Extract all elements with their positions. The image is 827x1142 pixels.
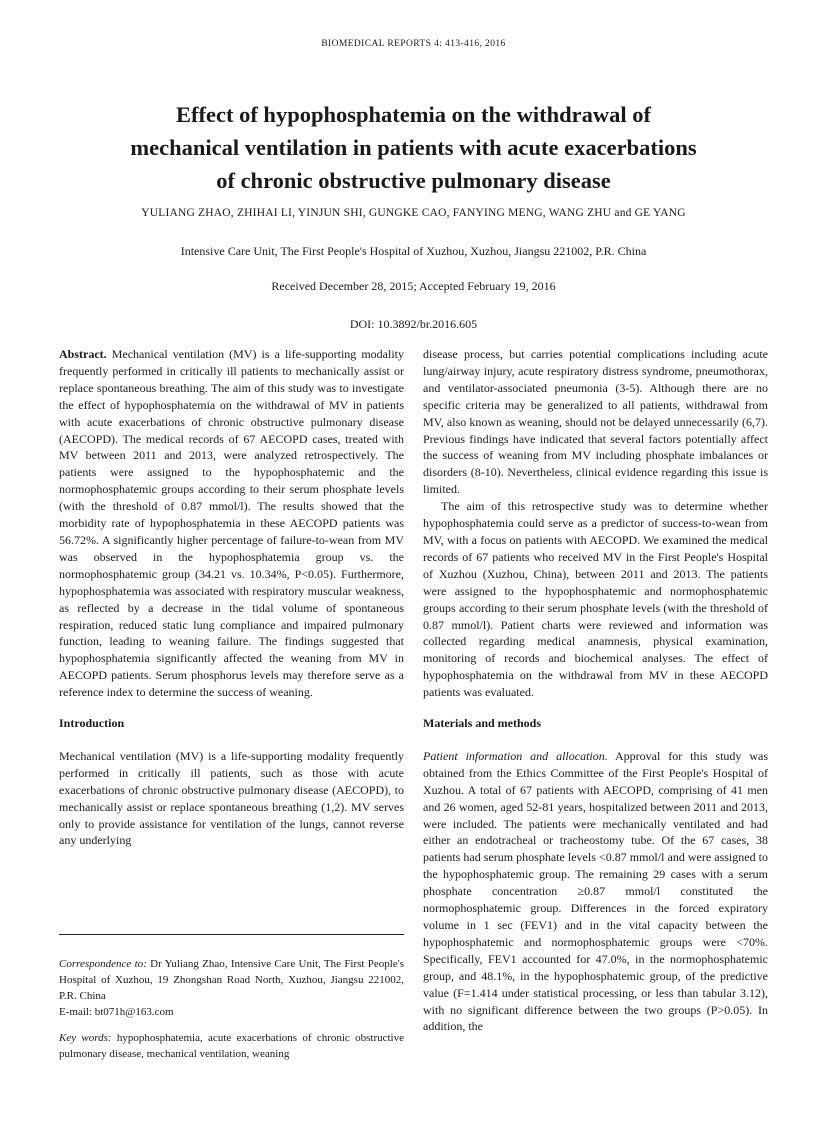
journal-header: BIOMEDICAL REPORTS 4: 413-416, 2016 bbox=[321, 39, 506, 49]
introduction-heading: Introduction bbox=[59, 716, 125, 731]
author-list: YULIANG ZHAO, ZHIHAI LI, YINJUN SHI, GUNGKE CAO, FANYING MENG, WANG ZHU and GE YANG bbox=[141, 207, 686, 219]
title-line-3: of chronic obstructive pulmonary disease bbox=[216, 168, 611, 193]
methods-heading: Materials and methods bbox=[423, 716, 541, 731]
affiliation: Intensive Care Unit, The First People's Hospital of Xuzhou, Xuzhou, Jiangsu 221002, P.R. China bbox=[180, 244, 647, 258]
keywords-label: Key words: bbox=[59, 1032, 112, 1044]
patient-info-para bbox=[423, 748, 768, 1035]
introduction-para-2: The aim of this retrospective study was to determine whether hypophosphatemia could serve as a predictor of success-to-wean from MV, with a focus on patients with AECOPD. We examined the medical records of 67 patients who received MV in the First People's Hospital of Xuzhou (Xuzhou, China), between 2011 and 2013. The patients were assigned to the hypophosphatemic and normophosphatemic groups according to their serum phosphate levels (with the threshold of 0.87 mmol/l). Patient charts were reviewed and information was collected regarding medical anamnesis, physical examination, monitoring of records and biochemical analyses. The effect of hypophosphatemia on the withdrawal from MV in these AECOPD patients was evaluated. bbox=[423, 499, 768, 700]
doi: DOI: 10.3892/br.2016.605 bbox=[349, 317, 478, 331]
keywords-text: hypophosphatemia, acute exacerbations of chronic obstructive pulmonary disease, mechanical ventilation, weaning bbox=[59, 1032, 404, 1060]
footnote-divider bbox=[59, 934, 404, 935]
right-column bbox=[423, 346, 768, 1035]
received-dates: Received December 28, 2015; Accepted February 19, 2016 bbox=[271, 279, 556, 293]
keywords-footnote bbox=[59, 1030, 404, 1062]
abstract-text: Mechanical ventilation (MV) is a life-supporting modality frequently performed in critically ill patients to mechanically assist or replace spontaneous breathing. The aim of this study was to investigate the effect of hypophosphatemia on the withdrawal of MV in patients with acute exacerbations of chronic obstructive pulmonary disease (AECOPD). The medical records of 67 AECOPD cases, treated with MV between 2011 and 2013, were analyzed retrospectively. The patients were assigned to the hypophosphatemic and the normophosphatemic groups according to their serum phosphate levels (with the threshold of 0.87 mmol/l). The results showed that the morbidity rate of hypophosphatemia in these AECOPD patients was 56.72%. A significantly higher percentage of failure-to-wean from MV was observed in the hypophosphatemia group vs. the normophosphatemic group (34.21 vs. 10.34%, P<0.05). Furthermore, hypophosphatemia was associated with respiratory muscular weakness, as reflected by a decrease in the tidal volume of spontaneous respiration, reduced static lung compliance and impaired pulmonary function, leading to weaning failure. The findings suggested that hypophosphatemia significantly affected the weaning from MV in AECOPD patients. Serum phosphorus levels may therefore serve as a reference index to determine the success of weaning. bbox=[59, 347, 404, 700]
correspondence-label: Correspondence to: bbox=[59, 958, 147, 970]
introduction-para-1-continued: disease process, but carries potential complications including acute lung/airway injury, acute respiratory distress syndrome, pneumothorax, and ventilator-associated pneumonia (3-5). Although there are no specific criteria may be generalized to all patients, withdrawal from MV, also known as weaning, should not be delayed unnecessarily (6,7). Previous findings have indicated that several factors potentially affect the success of weaning from MV including phosphate imbalances or disorders (8-10). Nevertheless, clinical evidence regarding this issue is limited. bbox=[423, 347, 768, 497]
patient-info-text: Approval for this study was obtained from the Ethics Committee of the First People's Hospital of Xuzhou. A total of 67 patients with AECOPD, comprising of 41 men and 26 women, aged 52-81 years, hospitalized between 2011 and 2013, were included. The patients were mechanically ventilated and had either an endotracheal or tracheostomy tube. Of the 67 cases, 38 patients had serum phosphate levels <0.87 mmol/l and were assigned to the hypophosphatemic group. The remaining 29 cases with a serum phosphate concentration ≥0.87 mmol/l constituted the normophosphatemic group. Differences in the forced expiratory volume in 1 sec (FEV1) and in the vital capacity between the hypophosphatemic and normophosphatemic groups were <70%. Specifically, FEV1 accounted for 47.0%, in the normophosphatemic group, and 48.1%, in the hypophosphatemic group, of the predictive value (F=1.414 under statistical processing, or less than tabular 3.12), with no significant difference between the two groups (P>0.05). In addition, the bbox=[423, 748, 768, 1034]
abstract bbox=[59, 346, 404, 701]
patient-info-label: Patient information and allocation. bbox=[423, 748, 608, 763]
left-column bbox=[59, 346, 404, 849]
title-line-1: Effect of hypophosphatemia on the withdrawal of bbox=[175, 102, 652, 127]
correspondence-footnote bbox=[59, 956, 404, 1020]
correspondence-text: Dr Yuliang Zhao, Intensive Care Unit, The First People's Hospital of Xuzhou, 19 Zhongshan Road North, Xuzhou, Jiangsu 221002, P.R. China bbox=[59, 958, 404, 1002]
email: E-mail: bt071h@163.com bbox=[59, 1006, 174, 1018]
title-line-2: mechanical ventilation in patients with acute exacerbations bbox=[130, 135, 697, 160]
introduction-para-1: Mechanical ventilation (MV) is a life-supporting modality frequently performed in critically ill patients, such as those with acute exacerbations of chronic obstructive pulmonary disease (AECOPD), to mechanically assist or replace spontaneous breathing (1,2). MV serves only to provide assistance for ventilation of the lungs, cannot reverse any underlying bbox=[59, 748, 404, 848]
abstract-label: Abstract. bbox=[59, 347, 107, 361]
paper-title bbox=[60, 98, 767, 197]
